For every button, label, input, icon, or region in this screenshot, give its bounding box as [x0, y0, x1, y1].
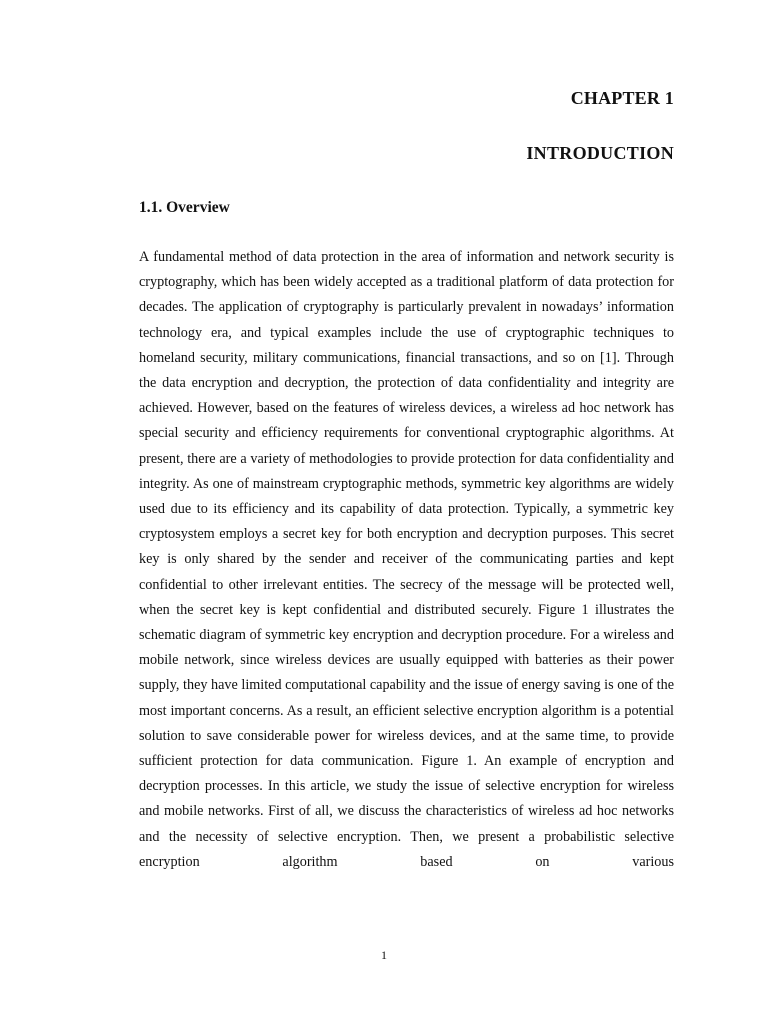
chapter-label: CHAPTER 1	[570, 88, 674, 108]
section-heading: 1.1. Overview	[139, 199, 230, 216]
page-number: 1	[381, 948, 387, 962]
body-paragraph: A fundamental method of data protection in the area of information and network security is cryptography, which has been widely accepted as a traditional platform of data protection for decades. The application of cryptography is particularly prevalent in nowadays’ information technology era, and typical examples include the use of cryptographic techniques to homeland security, military communications, financial transactions, and so on [1]. Through the data encryption and decryption, the protection of data confidentiality and integrity are achieved. However, based on the features of wireless devices, a wireless ad hoc network has special security and efficiency requirements for conventional cryptographic algorithms. At present, there are a variety of methodologies to provide protection for data confidentiality and integrity. As one of mainstream cryptographic methods, symmetric key algorithms are widely used due to its efficiency and its capability of data protection. Typically, a symmetric key cryptosystem employs a secret key for both encryption and decryption purposes. This secret key is only shared by the sender and receiver of the communicating parties and kept confidential to other irrelevant entities. The secrecy of the message will be protected well, when the secret key is kept confidential and distributed securely. Figure 1 illustrates the schematic diagram of symmetric key encryption and decryption procedure. For a wireless and mobile network, since wireless devices are usually equipped with batteries as their power supply, they have limited computational capability and the issue of energy saving is one of the most important concerns. As a result, an efficient selective encryption algorithm is a potential solution to save considerable power for wireless devices, and at the same time, to provide sufficient protection for data communication. Figure 1. An example of encryption and decryption processes. In this article, we study the issue of selective encryption for wireless and mobile networks. First of all, we discuss the characteristics of wireless ad hoc networks and the necessity of selective encryption. Then, we present a probabilistic selective encryption algorithm based on various	[139, 249, 674, 870]
chapter-title: INTRODUCTION	[526, 143, 674, 163]
